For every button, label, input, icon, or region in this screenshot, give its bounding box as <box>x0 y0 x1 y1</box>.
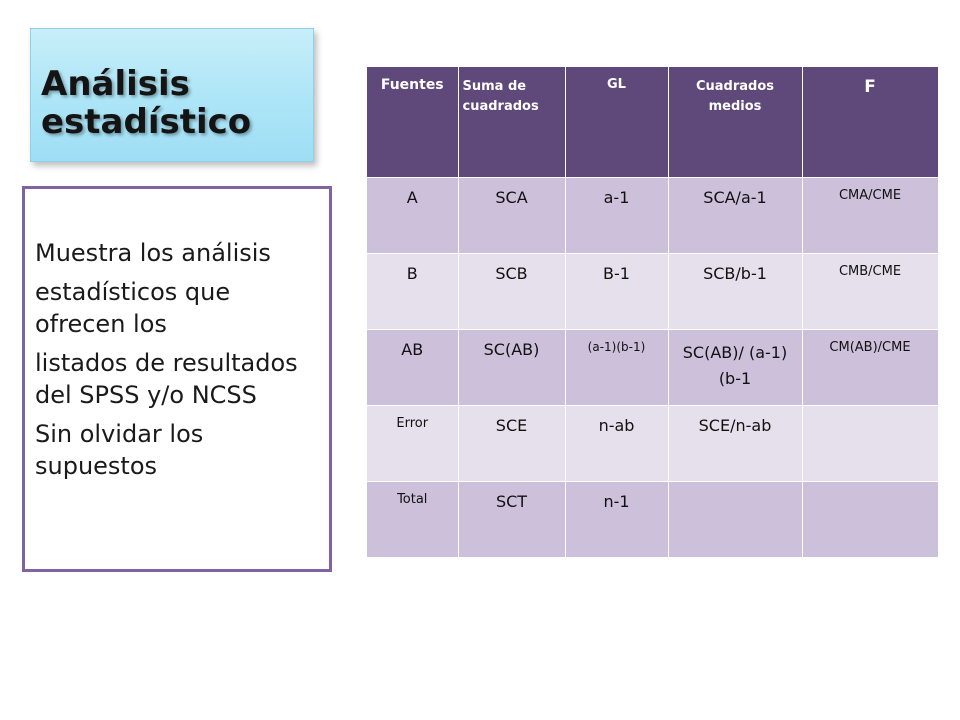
cell-fuente: AB <box>367 330 458 406</box>
header-gl: GL <box>565 67 668 178</box>
header-cuadrados-medios: Cuadrados medios <box>668 67 802 178</box>
header-suma-cuadrados: Suma de cuadrados <box>458 67 565 178</box>
header-f: F <box>802 67 938 178</box>
cell-cm: SCA/a-1 <box>668 178 802 254</box>
anova-table <box>367 67 939 557</box>
cell-cm: SC(AB)/ (a-1)(b-1 <box>668 330 802 406</box>
body-line-1: Muestra los análisis <box>35 239 271 267</box>
table-row <box>367 254 938 330</box>
cell-f <box>802 482 938 558</box>
cell-f: CM(AB)/CME <box>802 330 938 406</box>
cell-f: CMA/CME <box>802 178 938 254</box>
table-row <box>367 482 938 558</box>
body-line-4: Sin olvidar los supuestos <box>35 420 204 480</box>
cell-suma: SCA <box>458 178 565 254</box>
header-fuentes: Fuentes <box>367 67 458 178</box>
table-row <box>367 178 938 254</box>
cell-fuente: B <box>367 254 458 330</box>
cell-suma: SCT <box>458 482 565 558</box>
cell-suma: SCB <box>458 254 565 330</box>
cell-cm: SCE/n-ab <box>668 406 802 482</box>
cell-f <box>802 406 938 482</box>
cell-gl: a-1 <box>565 178 668 254</box>
cell-fuente: Error <box>367 406 458 482</box>
cell-gl: n-ab <box>565 406 668 482</box>
cell-fuente: Total <box>367 482 458 558</box>
slide-title: Análisis estadístico <box>41 64 252 142</box>
cell-gl: n-1 <box>565 482 668 558</box>
body-line-2: estadísticos que ofrecen los <box>35 278 231 338</box>
table-row <box>367 330 938 406</box>
table-header-row <box>367 67 938 178</box>
cell-gl: B-1 <box>565 254 668 330</box>
cell-fuente: A <box>367 178 458 254</box>
cell-gl: (a-1)(b-1) <box>565 330 668 406</box>
body-line-3: listados de resultados del SPSS y/o NCSS <box>35 349 298 409</box>
cell-suma: SCE <box>458 406 565 482</box>
cell-cm: SCB/b-1 <box>668 254 802 330</box>
info-text-box <box>22 186 332 572</box>
title-box <box>30 28 314 162</box>
cell-cm <box>668 482 802 558</box>
cell-suma: SC(AB) <box>458 330 565 406</box>
table-row <box>367 406 938 482</box>
cell-f: CMB/CME <box>802 254 938 330</box>
